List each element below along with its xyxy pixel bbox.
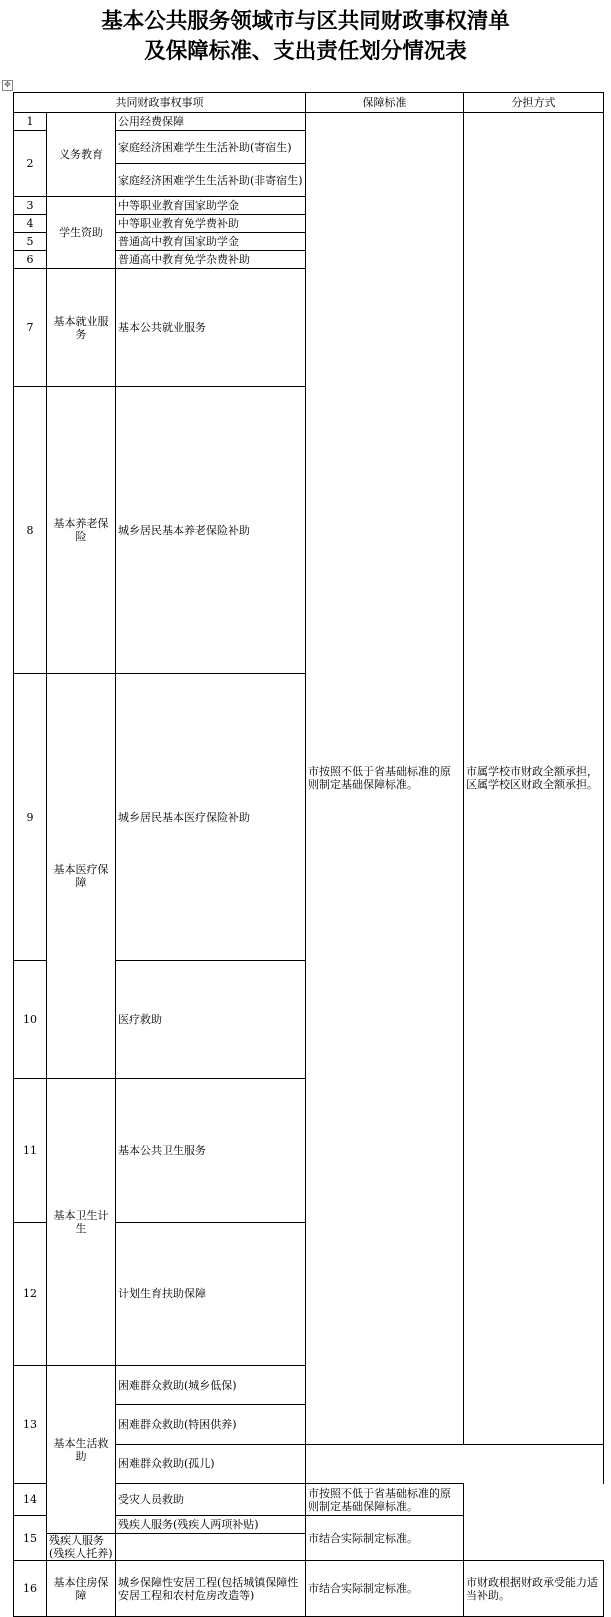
row-number: 8 — [14, 387, 47, 674]
row-number: 2 — [14, 131, 47, 197]
table-row — [14, 113, 604, 131]
item-cell: 城乡居民基本养老保险补助 — [116, 387, 306, 674]
sharing-cell: 市财政根据财政承受能力适当补助。 — [464, 1561, 604, 1617]
item-cell: 普通高中教育国家助学金 — [116, 233, 306, 251]
row-number: 1 — [14, 113, 47, 131]
item-cell: 残疾人服务(残疾人托养) — [47, 1534, 116, 1561]
sharing-cell: 市属学校市财政全额承担，区属学校区财政全额承担。 — [464, 113, 604, 1445]
row-number: 13 — [14, 1366, 47, 1484]
header-standard: 保障标准 — [306, 93, 464, 113]
item-cell: 计划生育扶助保障 — [116, 1222, 306, 1366]
item-cell: 医疗救助 — [116, 961, 306, 1079]
row-number: 6 — [14, 251, 47, 269]
row-number: 9 — [14, 674, 47, 961]
standard-cell: 市按照不低于省基础标准的原则制定基础保障标准。 — [306, 113, 464, 1445]
item-cell: 困难群众救助(特困供养) — [116, 1405, 306, 1444]
item-cell: 受灾人员救助 — [116, 1484, 306, 1516]
row-number: 10 — [14, 961, 47, 1079]
category-cell: 基本卫生计生 — [47, 1079, 116, 1366]
row-number: 4 — [14, 215, 47, 233]
responsibility-table — [13, 92, 604, 1617]
row-number: 3 — [14, 197, 47, 215]
item-cell: 中等职业教育国家助学金 — [116, 197, 306, 215]
standard-cell: 市按照不低于省基础标准的原则制定基础保障标准。 — [306, 1484, 464, 1516]
standard-cell: 市结合实际制定标准。 — [306, 1516, 464, 1561]
category-cell: 义务教育 — [47, 113, 116, 197]
category-cell: 基本就业服务 — [47, 269, 116, 387]
header-item: 共同财政事权事项 — [14, 93, 306, 113]
row-number: 5 — [14, 233, 47, 251]
row-number: 16 — [14, 1561, 47, 1617]
category-cell: 基本住房保障 — [47, 1561, 116, 1617]
table-row — [14, 1561, 604, 1617]
item-cell: 中等职业教育免学费补助 — [116, 215, 306, 233]
category-cell: 基本医疗保障 — [47, 674, 116, 1079]
row-number: 7 — [14, 269, 47, 387]
item-cell: 城乡居民基本医疗保险补助 — [116, 674, 306, 961]
standard-cell: 市结合实际制定标准。 — [306, 1561, 464, 1617]
item-cell: 困难群众救助(城乡低保) — [116, 1366, 306, 1405]
row-number: 12 — [14, 1222, 47, 1366]
item-cell: 基本公共卫生服务 — [116, 1079, 306, 1223]
row-number: 11 — [14, 1079, 47, 1223]
header-sharing: 分担方式 — [464, 93, 604, 113]
row-number: 14 — [14, 1484, 47, 1516]
item-cell: 普通高中教育免学杂费补助 — [116, 251, 306, 269]
document-title-line2: 及保障标准、支出责任划分情况表 — [144, 39, 467, 64]
table-anchor-icon[interactable]: ✥ — [2, 80, 13, 91]
item-cell: 家庭经济困难学生生活补助(寄宿生) — [116, 131, 306, 164]
item-cell: 困难群众救助(孤儿) — [116, 1444, 306, 1483]
table-header-row — [14, 93, 604, 113]
row-number: 15 — [14, 1516, 47, 1561]
document-title-line1: 基本公共服务领域市与区共同财政事权清单 — [101, 9, 510, 34]
item-cell: 公用经费保障 — [116, 113, 306, 131]
category-cell: 学生资助 — [47, 197, 116, 269]
item-cell: 基本公共就业服务 — [116, 269, 306, 387]
category-cell: 基本养老保险 — [47, 387, 116, 674]
item-cell: 家庭经济困难学生生活补助(非寄宿生) — [116, 164, 306, 197]
item-cell: 城乡保障性安居工程(包括城镇保障性安居工程和农村危房改造等) — [116, 1561, 306, 1617]
item-cell: 残疾人服务(残疾人两项补贴) — [116, 1516, 306, 1534]
category-cell: 基本生活救助 — [47, 1366, 116, 1534]
